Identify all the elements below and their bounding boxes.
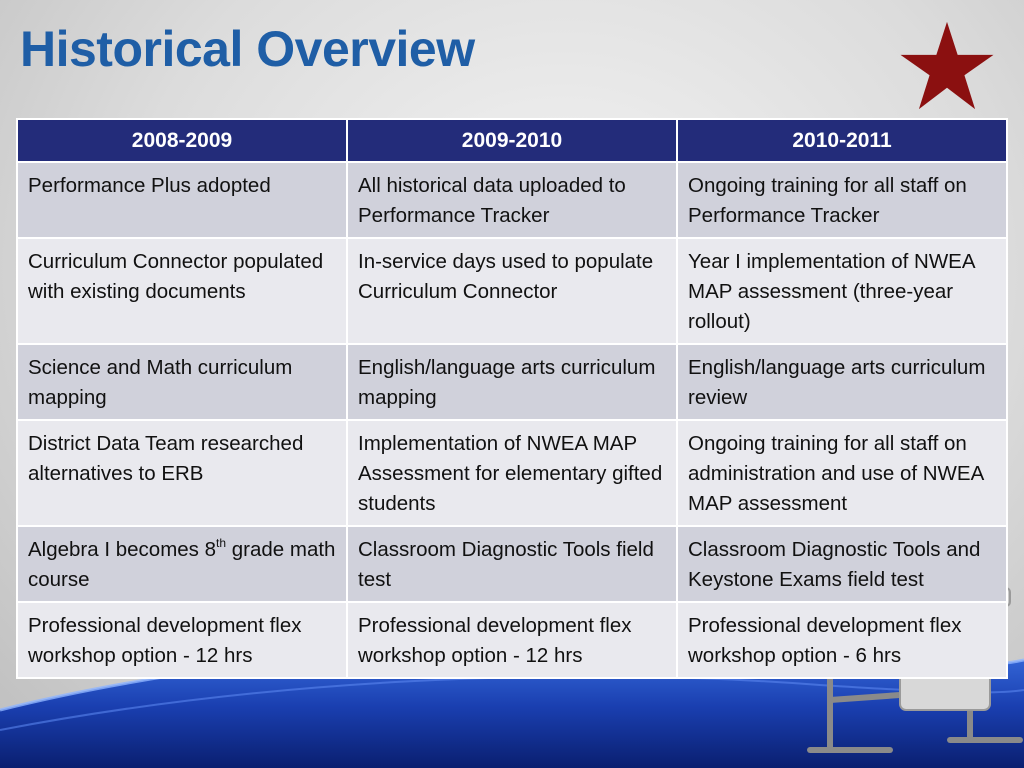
table-row	[17, 526, 1007, 602]
table-cell: Implementation of NWEA MAP Assessment for elementary gifted students	[347, 420, 677, 526]
table-cell: District Data Team researched alternatives to ERB	[17, 420, 347, 526]
table-cell: Performance Plus adopted	[17, 162, 347, 238]
historical-overview-table	[16, 118, 1008, 679]
cell-text: Algebra I becomes 8	[28, 538, 217, 561]
table-cell: In-service days used to populate Curriculum Connector	[347, 238, 677, 344]
header-2008-2009: 2008-2009	[17, 119, 347, 162]
table-cell: Ongoing training for all staff on Performance Tracker	[677, 162, 1007, 238]
slide-title: Historical Overview	[20, 21, 475, 77]
table-cell: Professional development flex workshop option - 12 hrs	[17, 602, 347, 678]
table-cell: Classroom Diagnostic Tools and Keystone Exams field test	[677, 526, 1007, 602]
table-row	[17, 420, 1007, 526]
table-cell: Ongoing training for all staff on administration and use of NWEA MAP assessment	[677, 420, 1007, 526]
cell-text: grade math course	[28, 538, 336, 591]
header-2010-2011: 2010-2011	[677, 119, 1007, 162]
table-row	[17, 238, 1007, 344]
table-cell: Professional development flex workshop option - 12 hrs	[347, 602, 677, 678]
table-cell: All historical data uploaded to Performance Tracker	[347, 162, 677, 238]
table-cell: English/language arts curriculum review	[677, 344, 1007, 420]
table-cell: Professional development flex workshop option - 6 hrs	[677, 602, 1007, 678]
table-header-row	[17, 119, 1007, 162]
table-row	[17, 162, 1007, 238]
star-icon	[898, 20, 996, 112]
table-row	[17, 344, 1007, 420]
table-row	[17, 602, 1007, 678]
ordinal-superscript: th	[216, 536, 227, 551]
header-2009-2010: 2009-2010	[347, 119, 677, 162]
table-cell: English/language arts curriculum mapping	[347, 344, 677, 420]
table-cell	[17, 526, 347, 602]
table-cell: Year I implementation of NWEA MAP assessment (three-year rollout)	[677, 238, 1007, 344]
table-cell: Science and Math curriculum mapping	[17, 344, 347, 420]
table-cell: Classroom Diagnostic Tools field test	[347, 526, 677, 602]
table-cell: Curriculum Connector populated with existing documents	[17, 238, 347, 344]
